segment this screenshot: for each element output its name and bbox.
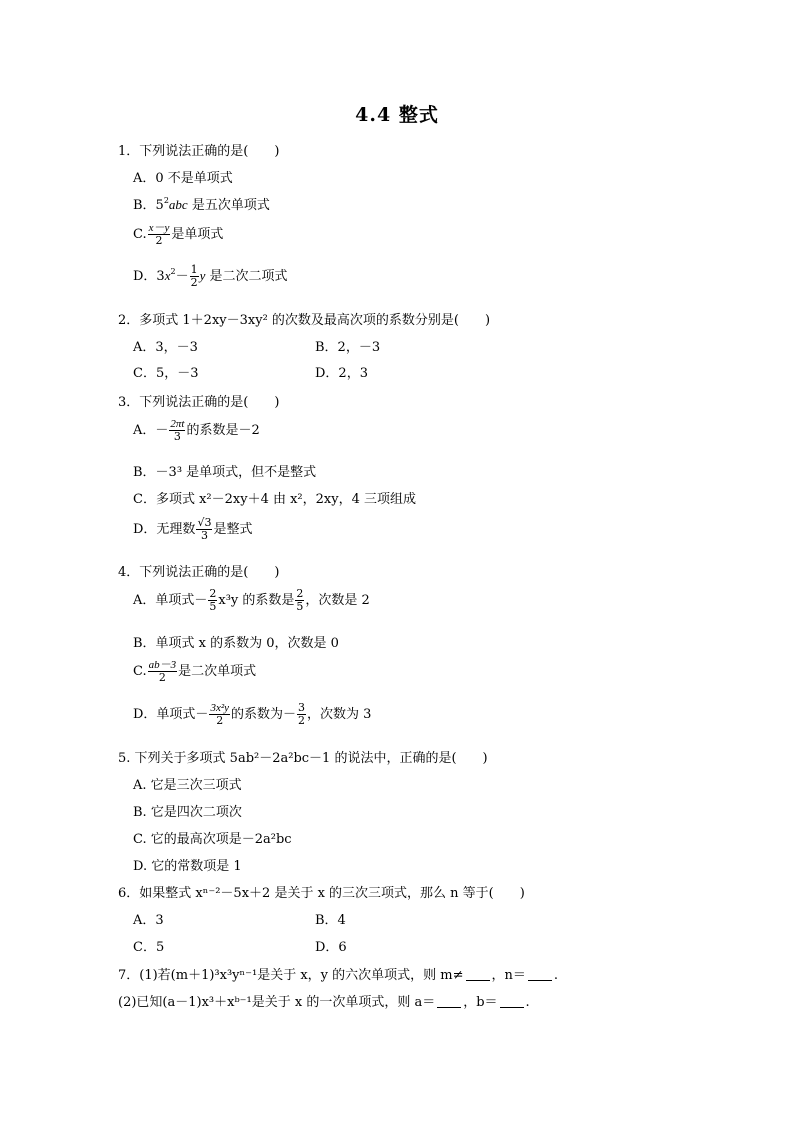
q1-b-var: abc <box>168 197 188 212</box>
q4-c-num: ab－3 <box>148 659 177 671</box>
q4-d-den2: 2 <box>298 714 306 727</box>
q3-d-suffix: 是整式 <box>213 522 253 537</box>
q1-d-sup: 2 <box>170 267 176 276</box>
q7-blank-m[interactable] <box>466 968 490 981</box>
q4-c-prefix: C. <box>133 664 147 679</box>
q7-line1-c: . <box>553 968 559 983</box>
q1-d-fraction <box>190 264 199 289</box>
q3-d-den: 3 <box>200 529 208 542</box>
q4-option-c <box>133 659 256 684</box>
q4-c-den: 2 <box>158 671 166 684</box>
q4-d-fraction-2 <box>297 702 306 727</box>
q3-a-prefix: A．－ <box>133 423 169 438</box>
q2-option-c: C．5，－3 <box>133 366 199 381</box>
q1-option-d <box>133 264 288 289</box>
q3-d-prefix: D．无理数 <box>133 522 196 537</box>
q3-a-suffix: 的系数是－2 <box>186 423 260 438</box>
page-title: 4.4 整式 <box>355 104 439 126</box>
q4-option-b: B．单项式 x 的系数为 0，次数是 0 <box>133 636 339 651</box>
q7-line1-a: 7．(1)若(m＋1)³x³yⁿ⁻¹是关于 x，y 的六次单项式，则 m≠ <box>118 968 464 983</box>
question-5-stem: 5. 下列关于多项式 5ab²－2a²bc－1 的说法中，正确的是( ) <box>118 751 488 766</box>
question-6-stem: 6．如果整式 xⁿ⁻²－5x＋2 是关于 x 的三次三项式，那么 n 等于( ) <box>118 886 525 901</box>
q4-a-num: 2 <box>209 587 217 600</box>
q3-option-b: B．－3³ 是单项式，但不是整式 <box>133 465 317 480</box>
q4-d-num2: 3 <box>298 701 306 714</box>
q4-a-suffix: ，次数是 2 <box>305 593 370 608</box>
q4-a-fraction-2 <box>295 588 304 613</box>
question-7-part-2 <box>118 991 530 1010</box>
q4-a-mid: x³y 的系数是 <box>218 593 295 608</box>
q3-option-d <box>133 517 252 542</box>
q4-a-fraction-1 <box>208 588 217 613</box>
q1-d-mid: － <box>175 269 189 284</box>
question-2-stem: 2．多项式 1＋2xy－3xy² 的次数及最高次项的系数分别是( ) <box>118 313 491 328</box>
q4-c-fraction <box>148 659 178 684</box>
q4-a-den: 5 <box>209 600 217 613</box>
q7-blank-b[interactable] <box>500 995 524 1008</box>
q3-option-a <box>133 418 260 443</box>
q4-a-den2: 5 <box>296 600 304 613</box>
q2-option-b: B．2，－3 <box>315 340 381 355</box>
q1-c-num: x－y <box>148 222 170 234</box>
q1-b-prefix: B．5 <box>133 198 164 213</box>
q3-a-den: 3 <box>173 430 181 443</box>
q1-c-den: 2 <box>155 234 163 247</box>
q1-d-suffix: 是二次二项式 <box>205 269 288 284</box>
q7-line2-c: . <box>525 995 530 1010</box>
q7-line2-a: (2)已知(a－1)x³＋xᵇ⁻¹是关于 x 的一次单项式，则 a＝ <box>118 995 436 1010</box>
q3-a-num: 2πt <box>170 418 185 430</box>
q4-d-prefix: D．单项式－ <box>133 707 209 722</box>
q1-d-den: 2 <box>190 276 198 289</box>
q3-a-fraction <box>169 418 185 443</box>
q4-a-num2: 2 <box>296 587 304 600</box>
q6-option-d: D．6 <box>315 940 347 955</box>
q1-d-var2: y <box>199 268 206 283</box>
q4-d-den: 2 <box>216 714 224 727</box>
q3-d-fraction <box>196 517 212 542</box>
q7-blank-n[interactable] <box>528 968 552 981</box>
q2-option-d: D．2，3 <box>315 366 368 381</box>
q4-option-d <box>133 702 371 727</box>
q1-option-a: A．0 不是单项式 <box>133 171 233 186</box>
q1-d-prefix: D．3 <box>133 269 165 284</box>
q3-d-num: √3 <box>197 516 212 529</box>
q1-option-c <box>133 222 223 247</box>
question-4-stem: 4．下列说法正确的是( ) <box>118 565 280 580</box>
q5-option-a: A. 它是三次三项式 <box>133 778 242 793</box>
q7-line2-b: ，b＝ <box>463 995 498 1010</box>
q1-c-prefix: C. <box>133 227 147 242</box>
q1-c-suffix: 是单项式 <box>171 227 224 242</box>
q4-d-fraction-1 <box>209 702 230 727</box>
q5-option-b: B. 它是四次二项次 <box>133 805 242 820</box>
q7-line1-b: ，n＝ <box>491 968 526 983</box>
q4-d-mid: 的系数为－ <box>231 707 297 722</box>
q1-b-suffix: 是五次单项式 <box>187 198 270 213</box>
question-7-part-1 <box>118 964 558 983</box>
q7-blank-a[interactable] <box>437 995 461 1008</box>
q4-a-prefix: A．单项式－ <box>133 593 208 608</box>
q6-option-b: B．4 <box>315 913 346 928</box>
q5-option-c: C. 它的最高次项是－2a²bc <box>133 832 292 847</box>
q3-option-c: C．多项式 x²－2xy＋4 由 x²，2xy，4 三项组成 <box>133 492 416 507</box>
q1-c-fraction <box>148 222 171 247</box>
q2-option-a: A．3，－3 <box>133 340 198 355</box>
q1-option-b <box>133 194 270 213</box>
q6-option-c: C．5 <box>133 940 165 955</box>
q4-d-num: 3x²y <box>210 702 229 714</box>
q4-option-a <box>133 588 370 613</box>
q4-c-suffix: 是二次单项式 <box>178 664 257 679</box>
q4-d-suffix: ，次数为 3 <box>307 707 372 722</box>
question-1-stem: 1．下列说法正确的是( ) <box>118 144 280 159</box>
q5-option-d: D. 它的常数项是 1 <box>133 859 242 874</box>
question-3-stem: 3．下列说法正确的是( ) <box>118 395 280 410</box>
q6-option-a: A．3 <box>133 913 164 928</box>
q1-d-num: 1 <box>190 263 198 276</box>
q1-d-var: x <box>164 268 171 283</box>
q1-b-sup: 2 <box>163 196 169 205</box>
